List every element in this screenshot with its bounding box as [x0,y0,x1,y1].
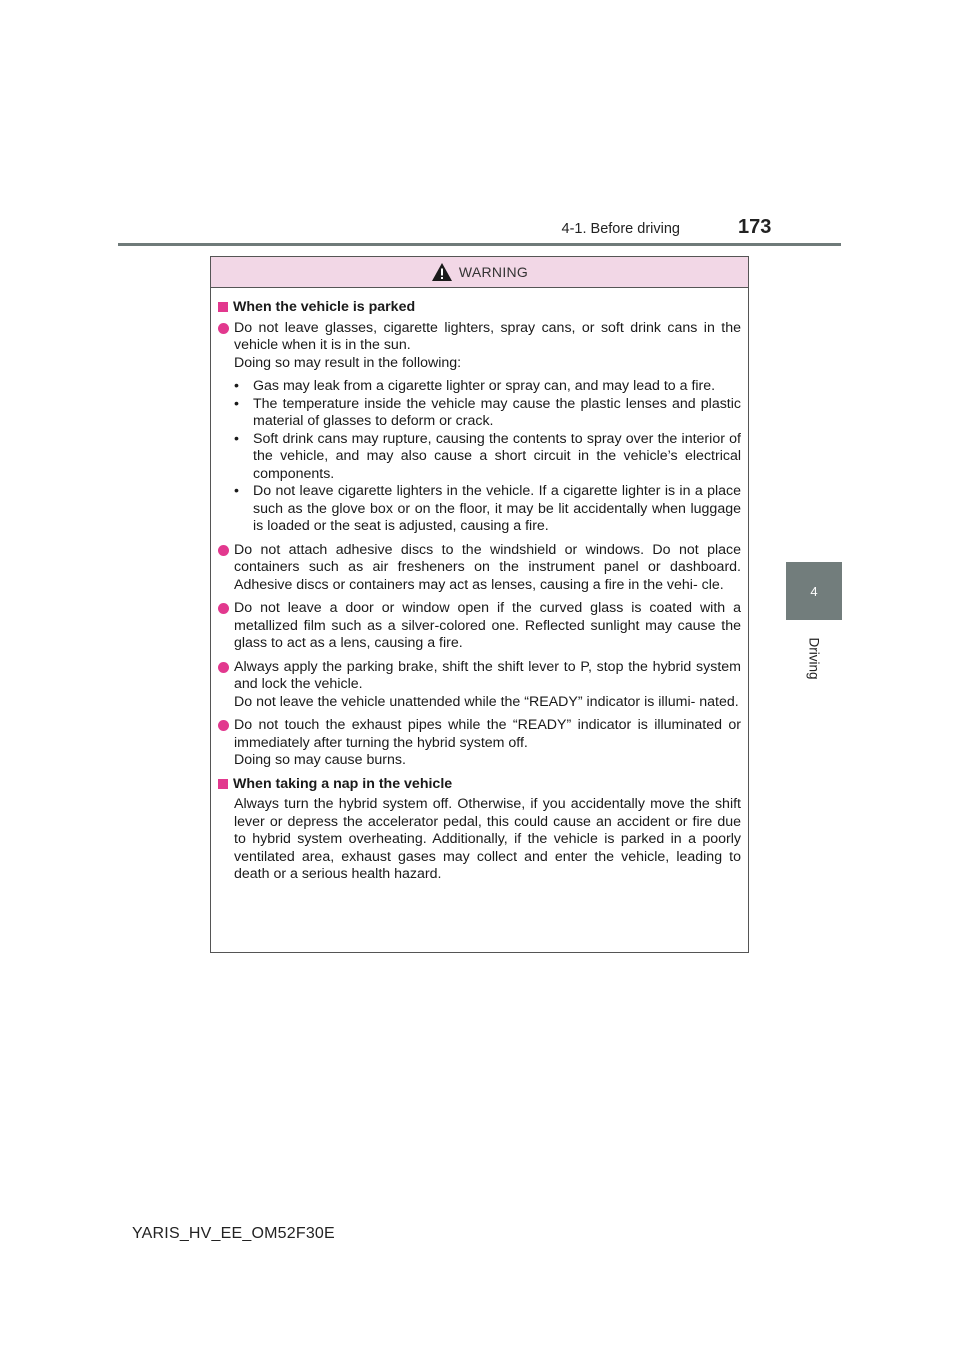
section-heading: When taking a nap in the vehicle [218,776,741,794]
sub-bullet-list [234,378,741,536]
page-number: 173 [738,216,772,238]
item-text: Doing so may cause burns. [234,752,406,768]
circle-bullet-icon [218,323,229,334]
section-paragraph: Always turn the hybrid system off. Otherwise, if you accidentally move the shift lever or depress the accelerator pedal, this could cause an accident or fire due to hybrid system overheating. Additionally, if the vehicle is parked in a poorly ventilated area, exhaust gases may collect and enter the vehicle, leading to death or a serious health hazard. [234,796,741,882]
warning-triangle-icon [431,262,453,282]
chapter-label [786,628,842,688]
square-bullet-icon [218,302,228,312]
sub-bullet-item: • The temperature inside the vehicle may cause the plastic lenses and plastic material of glasses to deform or crack. [234,395,741,429]
square-bullet-icon [218,779,228,789]
list-item [218,320,741,536]
warning-title: WARNING [458,264,529,280]
chapter-tab [786,562,842,620]
section-title: 4-1. Before driving [561,221,680,237]
circle-bullet-icon [218,545,229,556]
warning-box [210,256,749,953]
header-divider [118,243,841,246]
document-code: YARIS_HV_EE_OM52F30E [132,1225,335,1242]
item-text: Do not leave glasses, cigarette lighters, spray cans, or soft drink cans in the vehicle when it is in the sun. [234,319,741,353]
list-item [218,600,741,653]
item-text: Do not touch the exhaust pipes while the “READY” indicator is illuminated or immediately after turning the hybrid system off. [234,717,741,751]
warning-body [211,288,748,884]
list-item [218,542,741,595]
item-text: Do not attach adhesive discs to the windshield or windows. Do not place containers such as air fresheners on the instrument panel or dashboard. Adhesive discs or containers may act as lenses, causing a fire in the vehi- cle. [234,541,741,593]
list-item [218,659,741,712]
item-text: Do not leave a door or window open if the curved glass is coated with a metallized film such as a silver-colored one. Reflected sunlight may cause the glass to act as a lens, causing a fire. [234,600,741,651]
section-heading: When the vehicle is parked [218,299,741,317]
circle-bullet-icon [218,662,229,673]
item-text: Do not leave the vehicle unattended while the “READY” indicator is illumi- nated. [234,693,739,710]
sub-bullet-item: • Gas may leak from a cigarette lighter or spray can, and may lead to a fire. [234,378,716,394]
item-text: Doing so may result in the following: [234,354,462,371]
chapter-title: Driving [806,636,822,680]
sub-bullet-item: • Soft drink cans may rupture, causing the contents to spray over the interior of the vehicle, and may also cause a short circuit in the vehicle’s electrical components. [234,430,741,482]
warning-header [211,257,748,288]
sub-bullet-item: • Do not leave cigarette lighters in the vehicle. If a cigarette lighter is in a place such as the glove box or on the floor, it may be lit accidentally when luggage is loaded or the seat is adjusted, causing a fire. [234,483,741,534]
circle-bullet-icon [218,603,229,614]
list-item [218,717,741,770]
circle-bullet-icon [218,720,229,731]
chapter-number: 4 [810,583,818,599]
item-text: Always apply the parking brake, shift the shift lever to P, stop the hybrid system and lock the vehicle. [234,658,741,692]
